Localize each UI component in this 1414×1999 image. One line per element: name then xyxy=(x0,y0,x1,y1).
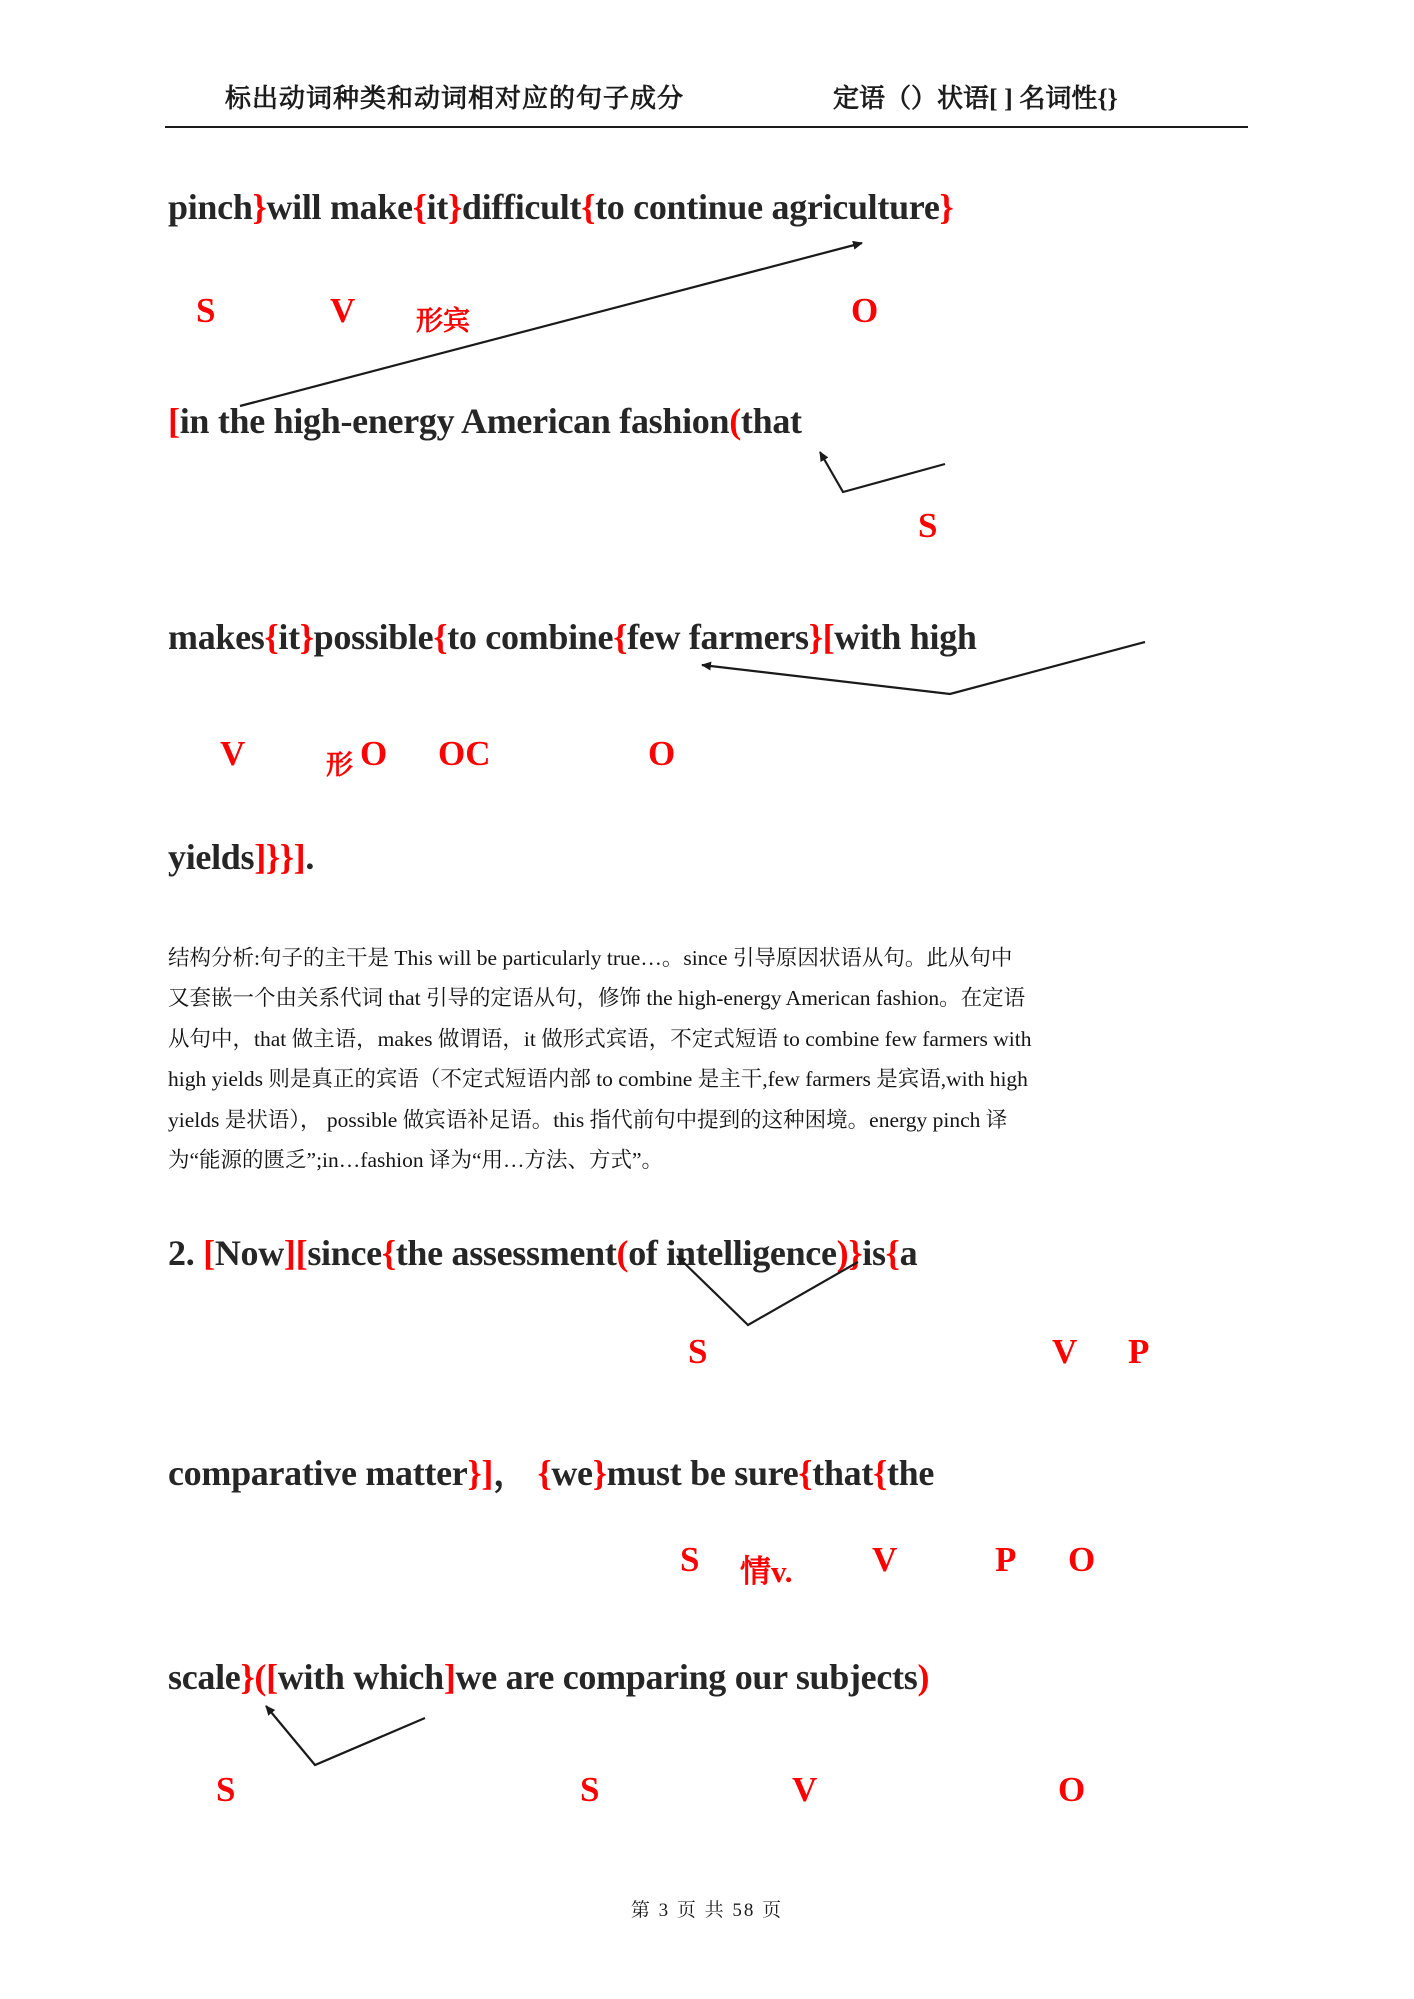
sentence-text: of intelligence xyxy=(628,1233,837,1273)
label-verb: V xyxy=(792,1770,818,1809)
analysis-line: high yields 则是真正的宾语（不定式短语内部 to combine 是主干,few farmers 是宾语,with high xyxy=(168,1067,1028,1092)
sentence-text: since xyxy=(307,1233,382,1273)
bracket-marker: } xyxy=(939,187,954,227)
sentence-text: . xyxy=(305,837,315,877)
label-verb: V xyxy=(872,1540,898,1579)
label-formal-object-cn: 形宾 xyxy=(416,306,470,336)
bracket-marker: [ xyxy=(168,401,180,441)
label-object-complement: OC xyxy=(438,734,491,773)
sentence-text: to continue agriculture xyxy=(595,187,940,227)
bracket-marker: { xyxy=(885,1233,900,1273)
page-number-footer: 第 3 页 共 58 页 xyxy=(630,1900,784,1921)
analysis-line: 又套嵌一个由关系代词 that 引导的定语从句，修饰 the high-energy American fashion。在定语 xyxy=(168,986,1026,1011)
sentence-text: with which xyxy=(277,1657,444,1697)
sentence-text: possible xyxy=(313,617,434,657)
analysis-line: yields 是状语）， possible 做宾语补足语。this 指代前句中提到的这种困境。energy pinch 译 xyxy=(168,1107,1008,1132)
bracket-marker: } xyxy=(808,617,823,657)
header-title: 标出动词种类和动词相对应的句子成分 xyxy=(225,84,685,113)
sentence-text: makes xyxy=(168,617,265,657)
sentence-text: in the high-energy American fashion xyxy=(179,401,730,441)
label-object: O xyxy=(648,734,676,773)
sentence-text: the xyxy=(886,1453,935,1493)
label-subject: S xyxy=(688,1332,708,1371)
bracket-marker: [ xyxy=(203,1233,215,1273)
bracket-marker: } xyxy=(252,187,267,227)
bracket-marker: [ xyxy=(822,617,835,657)
sentence-text: pinch xyxy=(168,187,253,227)
label-object: O xyxy=(360,734,388,773)
label-object: O xyxy=(1058,1770,1086,1809)
sentence-text: difficult xyxy=(461,187,582,227)
sentence-text: scale xyxy=(168,1657,241,1697)
sentence-text: will make xyxy=(266,187,413,227)
label-subject: S xyxy=(196,291,216,330)
bracket-marker: [ xyxy=(266,1657,278,1697)
sentence-text: few farmers xyxy=(627,617,809,657)
bracket-marker: ( xyxy=(729,401,741,441)
analysis-line: 为“能源的匮乏”;in…fashion 译为“用…方法、方式”。 xyxy=(168,1148,664,1173)
sentence1-line2 xyxy=(168,400,802,442)
sentence-text: we are comparing our subjects xyxy=(455,1657,918,1697)
sentence-text: we xyxy=(551,1453,593,1493)
sentence-text: ， xyxy=(493,1453,538,1493)
label-verb: V xyxy=(330,291,356,330)
bracket-marker: ]}}] xyxy=(254,837,306,877)
label-object: O xyxy=(851,291,879,330)
label-verb: V xyxy=(220,734,246,773)
sentence-text: to combine xyxy=(447,617,614,657)
bracket-marker: { xyxy=(264,617,279,657)
bracket-marker: { xyxy=(613,617,628,657)
arrow-that-to-fashion xyxy=(820,452,945,492)
bracket-marker: { xyxy=(873,1453,887,1493)
analysis-line: 结构分析:句子的主干是 This will be particularly true…。since 引导原因状语从句。此从句中 xyxy=(168,946,1013,970)
bracket-marker: }] xyxy=(467,1453,494,1493)
sentence-text: it xyxy=(278,617,300,657)
analysis-paragraph xyxy=(168,938,1250,1180)
bracket-marker: { xyxy=(412,187,427,227)
bracket-marker: }( xyxy=(240,1657,267,1697)
bracket-marker: ( xyxy=(616,1233,629,1273)
label-subject: S xyxy=(580,1770,600,1809)
bracket-marker: { xyxy=(798,1453,813,1493)
bracket-marker: ] xyxy=(283,1233,296,1273)
sentence2-line2 xyxy=(168,1445,934,1496)
sentence-text: Now xyxy=(214,1233,284,1273)
sentence-text: comparative matter xyxy=(168,1453,468,1493)
bracket-marker: } xyxy=(299,617,314,657)
bracket-marker: { xyxy=(537,1453,552,1493)
label-modal-verb-cn: 情v. xyxy=(740,1554,793,1589)
label-subject-clause: S xyxy=(918,506,938,545)
sentence-text: yields xyxy=(168,837,255,877)
sentence-text: must be sure xyxy=(606,1453,799,1493)
analysis-line: 从句中，that 做主语，makes 做谓语，it 做形式宾语，不定式短语 to combine few farmers with xyxy=(168,1026,1032,1051)
sentence1-line1 xyxy=(168,186,953,228)
sentence-text: that xyxy=(740,401,802,441)
bracket-marker: )} xyxy=(836,1233,863,1273)
sentence1-line4 xyxy=(168,836,314,878)
sentence2-line1 xyxy=(168,1232,917,1274)
label-verb: V xyxy=(1052,1332,1078,1371)
header-rule xyxy=(165,126,1248,128)
bracket-marker: ] xyxy=(443,1657,456,1697)
label-formal-cn: 形 xyxy=(326,750,353,780)
bracket-marker: ) xyxy=(917,1657,930,1697)
bracket-marker: { xyxy=(433,617,448,657)
bracket-marker: { xyxy=(381,1233,396,1273)
sentence1-line3 xyxy=(168,616,977,658)
sentence2-line3 xyxy=(168,1656,929,1698)
sentence-text: the assessment xyxy=(395,1233,617,1273)
sentence-text: is xyxy=(862,1233,886,1273)
bracket-marker: } xyxy=(592,1453,607,1493)
bracket-marker: } xyxy=(448,187,462,227)
bracket-marker: { xyxy=(581,187,596,227)
sentence-text: that xyxy=(812,1453,874,1493)
sentence-text: it xyxy=(426,187,449,227)
sentence-text: 2. xyxy=(168,1233,204,1273)
label-subject: S xyxy=(680,1540,700,1579)
bracket-marker: [ xyxy=(295,1233,308,1273)
header-legend: 定语（）状语[ ] 名词性{} xyxy=(833,84,1118,113)
arrow-to-scale-subject xyxy=(266,1706,425,1765)
sentence-text: a xyxy=(899,1233,918,1273)
label-subject: S xyxy=(216,1770,236,1809)
label-object: O xyxy=(1068,1540,1096,1579)
label-predicative: P xyxy=(1128,1332,1150,1371)
label-predicative: P xyxy=(995,1540,1017,1579)
sentence-text: with high xyxy=(834,617,977,657)
